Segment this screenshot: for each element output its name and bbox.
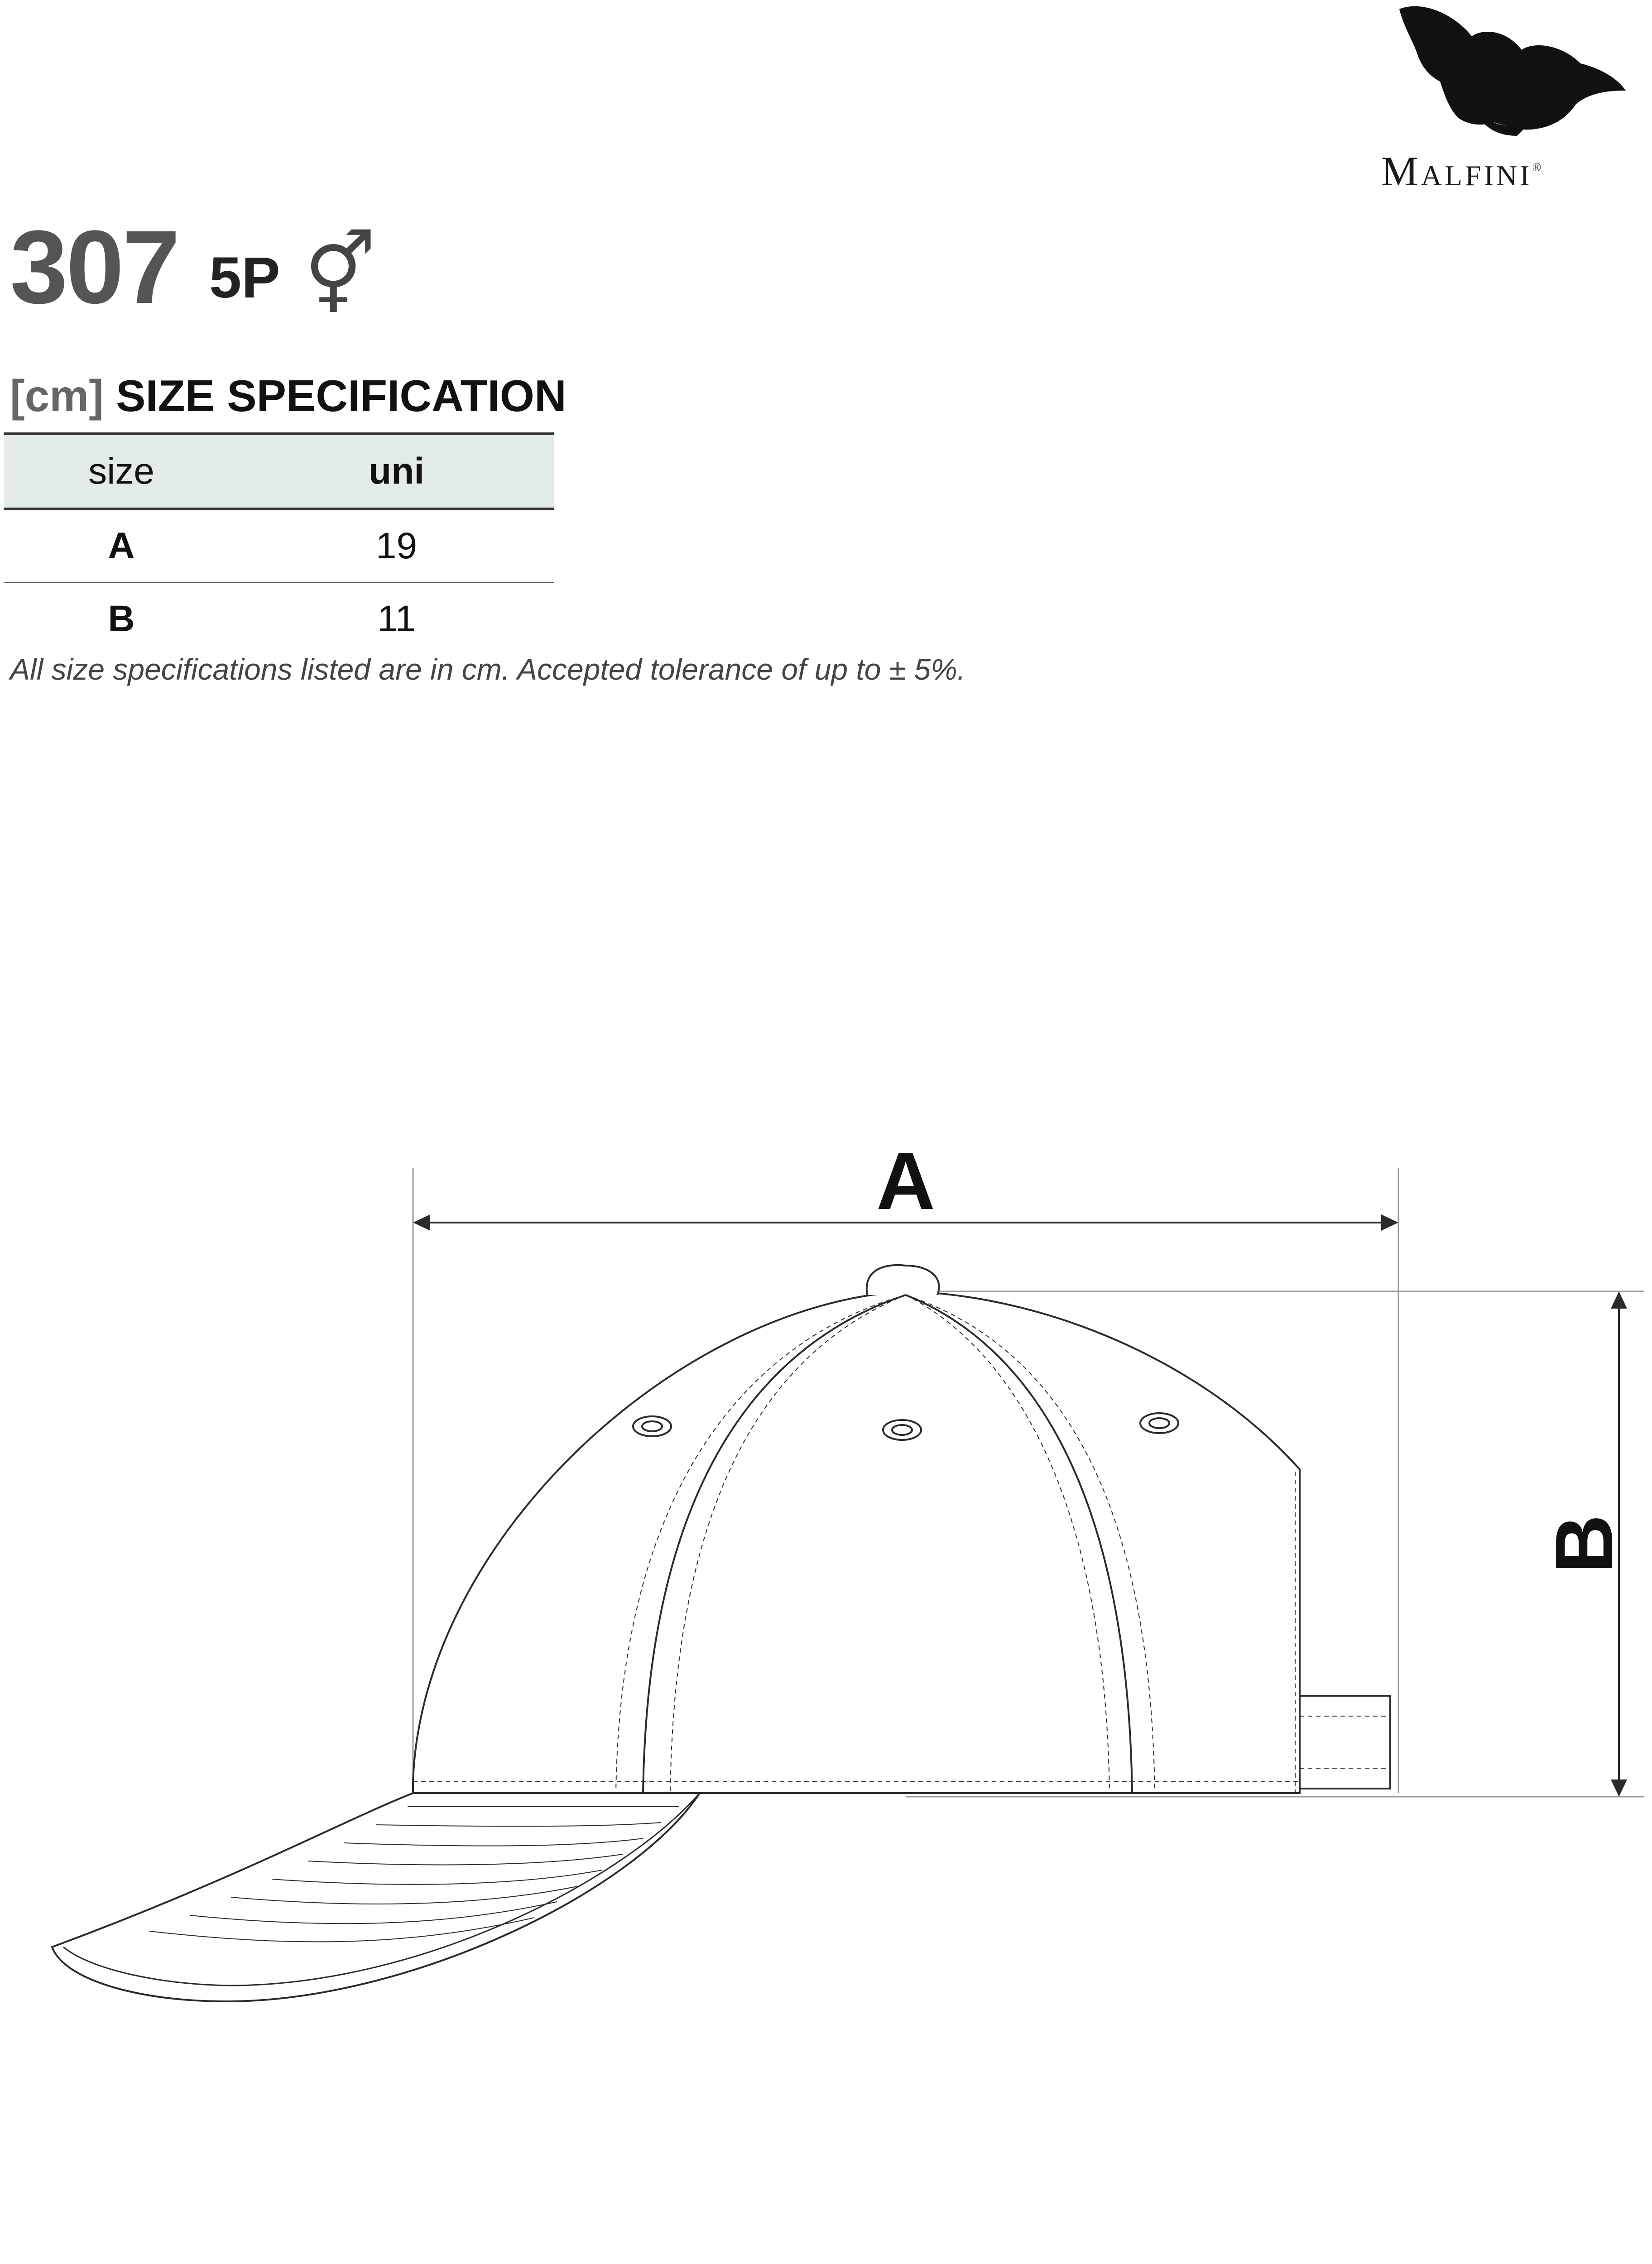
table-row <box>4 583 554 655</box>
spec-title: SIZE SPECIFICATION <box>116 371 567 421</box>
dimension-b-label: B <box>1539 1515 1630 1573</box>
table-header-row <box>4 434 554 509</box>
tolerance-note: All size specifications listed are in cm. Accepted tolerance of up to ± 5%. <box>10 652 966 686</box>
product-type: 5P <box>209 245 280 310</box>
unisex-icon: ⚥ <box>304 229 376 321</box>
row-value: 19 <box>239 509 554 583</box>
row-value: 11 <box>377 598 416 639</box>
size-table <box>4 432 554 655</box>
dimension-a-label: A <box>876 1136 935 1227</box>
brand-name: Malfini® <box>1381 148 1544 194</box>
header-size: size <box>4 434 239 509</box>
spec-heading <box>10 371 567 421</box>
table-row <box>4 509 554 583</box>
cap-side-view-icon <box>0 1109 1652 2038</box>
header-uni: uni <box>239 434 554 509</box>
unit-label: [cm] <box>10 371 104 421</box>
row-label: A <box>4 509 239 583</box>
product-code: 307 <box>10 209 178 325</box>
row-label: B <box>108 598 135 639</box>
